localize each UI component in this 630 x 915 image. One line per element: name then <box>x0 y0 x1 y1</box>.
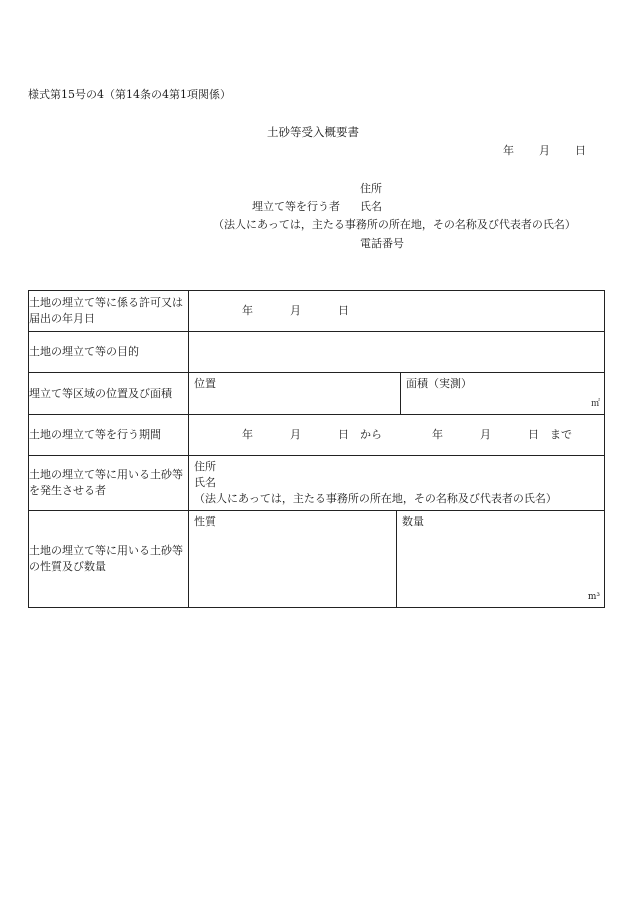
form-number: 様式第15号の4（第14条の4第1項関係） <box>28 88 231 101</box>
generator-field[interactable] <box>189 456 605 511</box>
table-row <box>29 456 605 511</box>
location-area-label: 埋立て等区域の位置及び面積 <box>29 373 189 415</box>
position-label: 位置 <box>194 377 216 390</box>
area-field[interactable] <box>401 373 605 415</box>
purpose-field[interactable] <box>189 332 605 373</box>
nature-field[interactable] <box>189 511 397 608</box>
generator-corporate-note: （法人にあっては，主たる事務所の所在地，その名称及び代表者の氏名） <box>194 492 557 505</box>
table-row <box>29 373 605 415</box>
table-row <box>29 291 605 332</box>
document-title: 土砂等受入概要書 <box>267 125 359 139</box>
period-start-day: 日 <box>338 428 349 441</box>
applicant-phone-label: 電話番号 <box>360 237 404 250</box>
period-from-label: から <box>360 428 382 441</box>
period-end-day: 日 <box>528 428 539 441</box>
position-field[interactable] <box>189 373 401 415</box>
generator-name-label: 氏名 <box>194 476 216 489</box>
period-label: 土地の埋立て等を行う期間 <box>29 415 189 456</box>
purpose-label: 土地の埋立て等の目的 <box>29 332 189 373</box>
period-end-year: 年 <box>432 428 443 441</box>
permit-date-field[interactable] <box>189 291 605 332</box>
quantity-label: 数量 <box>402 515 424 528</box>
period-end-month: 月 <box>480 428 491 441</box>
period-until-label: まで <box>550 428 572 441</box>
nature-label: 性質 <box>194 515 216 528</box>
generator-label: 土地の埋立て等に用いる土砂等を発生させる者 <box>29 456 189 511</box>
nature-quantity-label: 土地の埋立て等に用いる土砂等の性質及び数量 <box>29 511 189 608</box>
table-row <box>29 332 605 373</box>
quantity-unit: m³ <box>587 592 601 602</box>
permit-month-label: 月 <box>290 304 301 317</box>
period-start-year: 年 <box>242 428 253 441</box>
date-year-label: 年 <box>503 144 514 157</box>
applicant-corporate-note: （法人にあっては，主たる事務所の所在地，その名称及び代表者の氏名） <box>213 218 576 231</box>
period-start-month: 月 <box>290 428 301 441</box>
summary-table <box>28 290 605 608</box>
permit-date-label: 土地の埋立て等に係る許可又は届出の年月日 <box>29 291 189 332</box>
date-day-label: 日 <box>575 144 586 157</box>
permit-year-label: 年 <box>242 304 253 317</box>
applicant-name-label: 氏名 <box>360 200 382 213</box>
applicant-role-label: 埋立て等を行う者 <box>252 200 340 213</box>
permit-day-label: 日 <box>338 304 349 317</box>
table-row <box>29 511 605 608</box>
quantity-field[interactable] <box>397 511 605 608</box>
generator-address-label: 住所 <box>194 460 216 473</box>
table-row <box>29 415 605 456</box>
area-unit: ㎡ <box>591 399 601 409</box>
date-month-label: 月 <box>539 144 550 157</box>
period-field[interactable] <box>189 415 605 456</box>
applicant-address-label: 住所 <box>360 182 382 195</box>
area-label: 面積（実測） <box>406 377 472 390</box>
